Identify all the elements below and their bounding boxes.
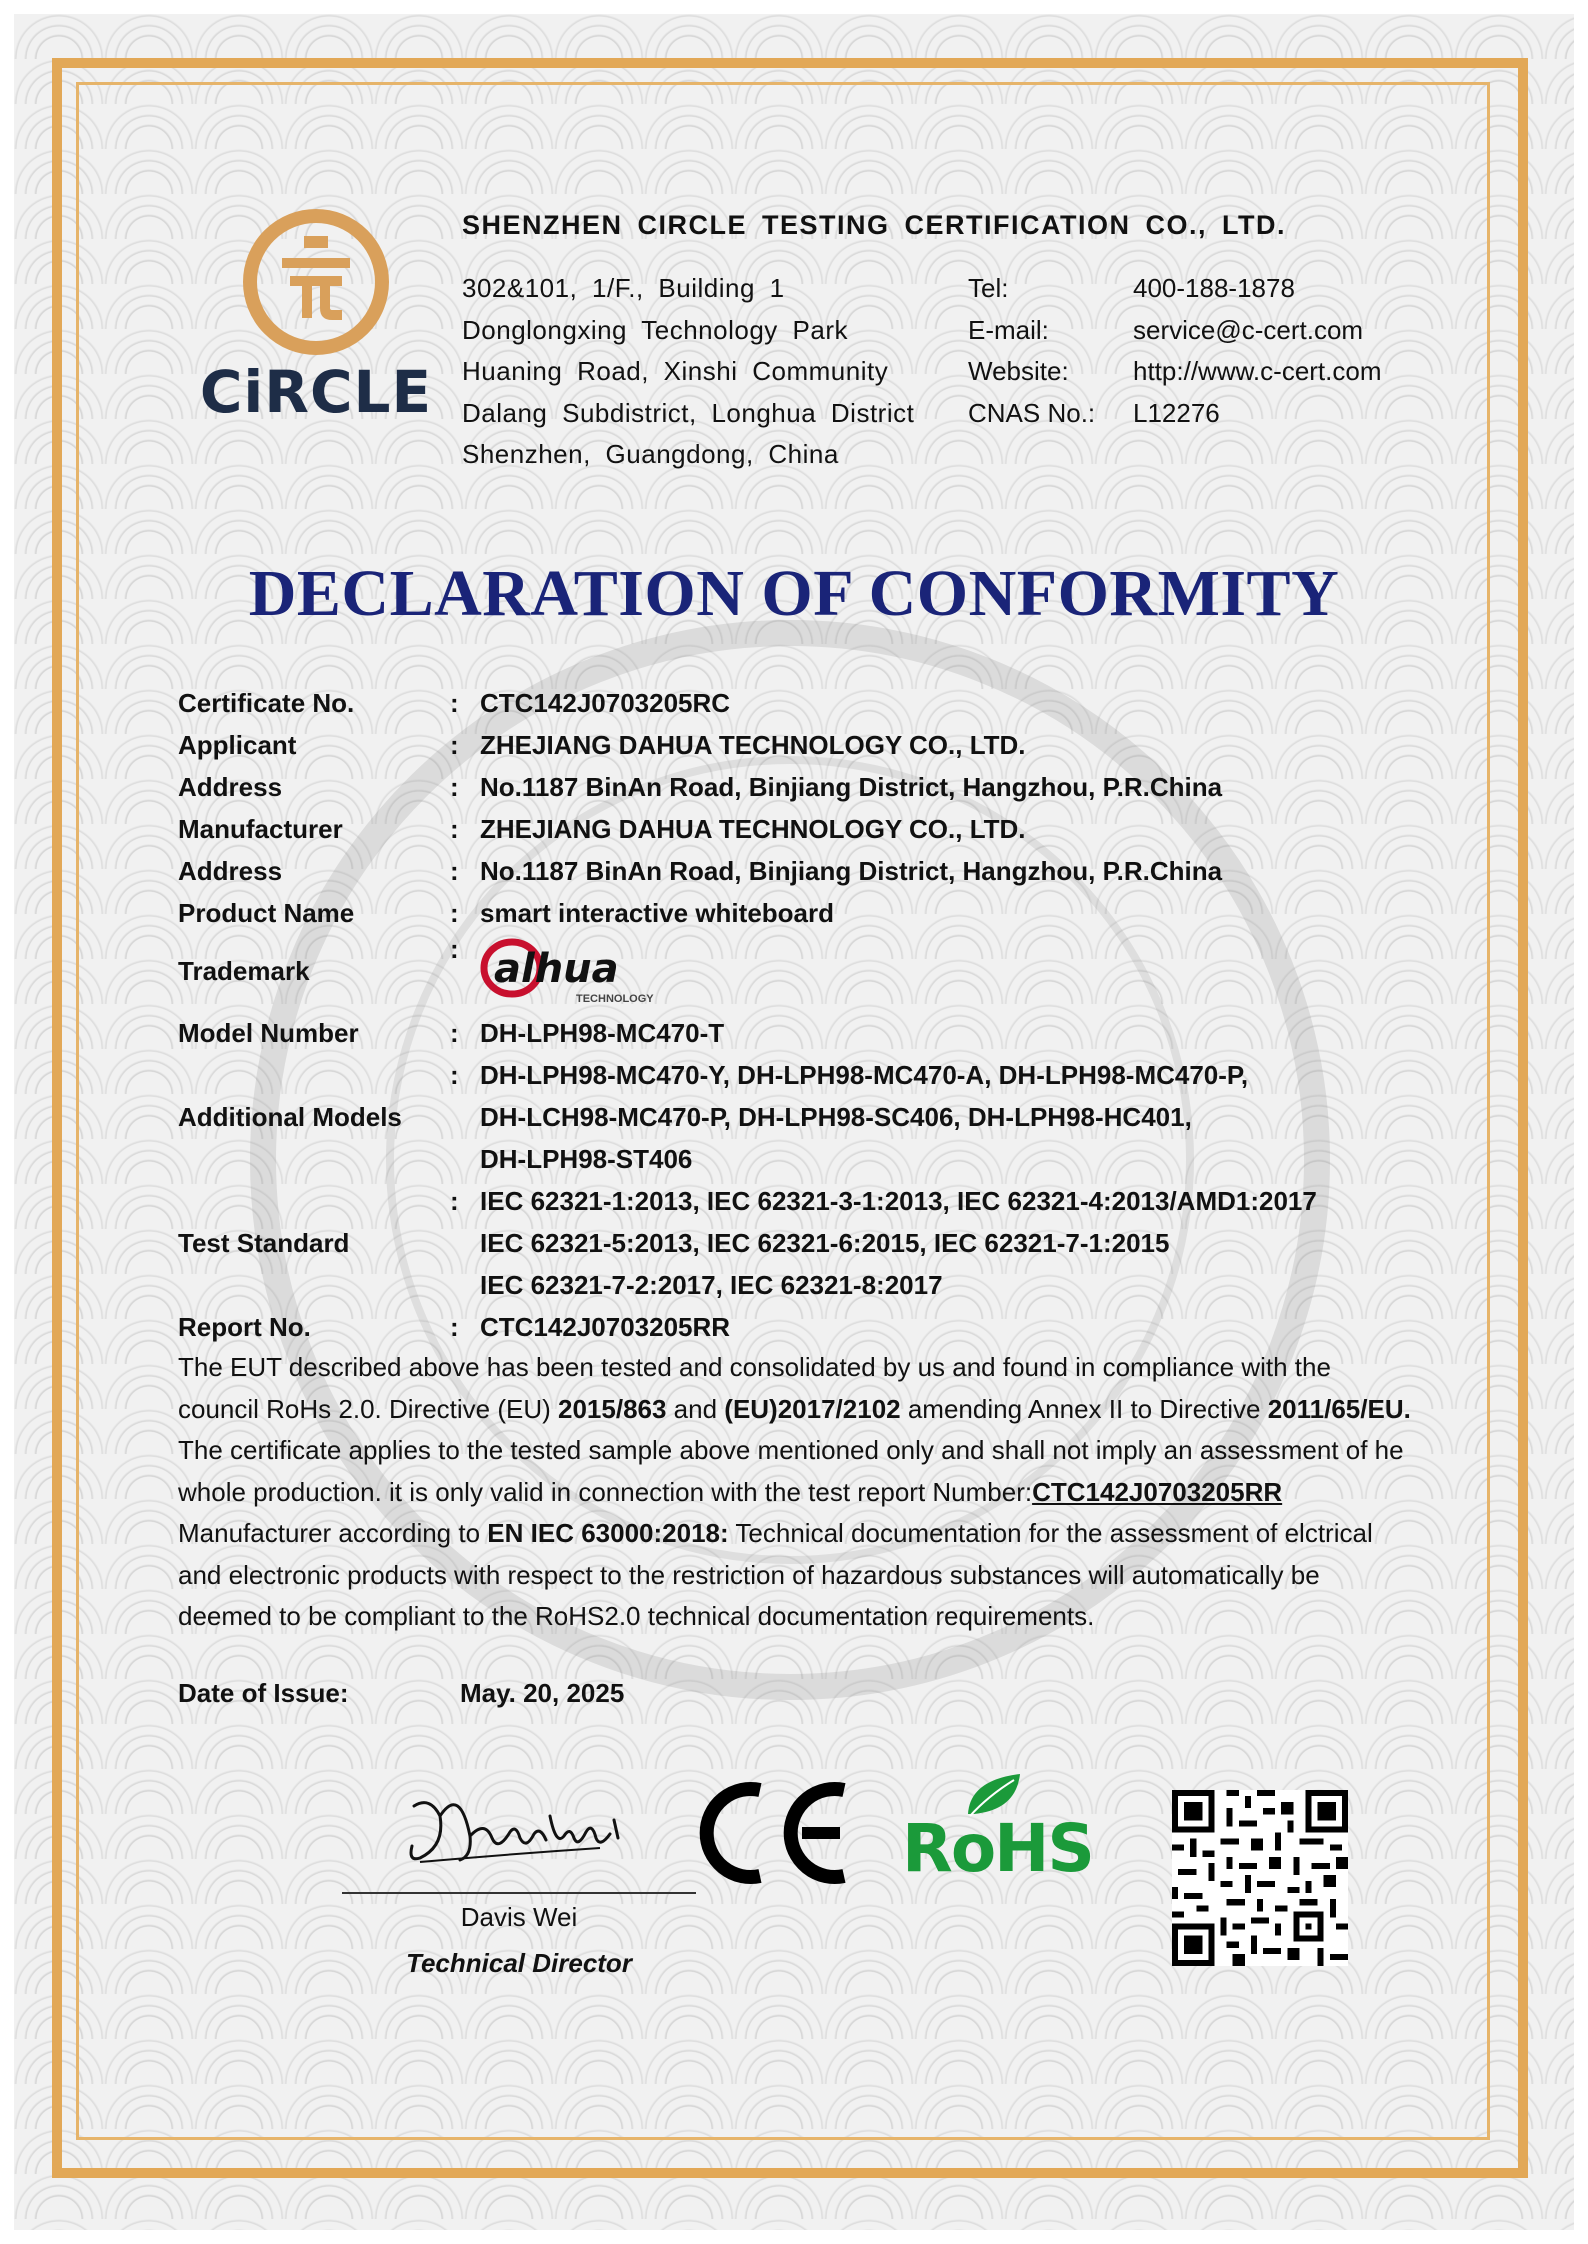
contact-email xyxy=(968,310,1382,352)
circle-logo xyxy=(196,208,436,428)
signature-line xyxy=(342,1892,696,1894)
field-label: Address xyxy=(178,856,283,886)
contact-tel xyxy=(968,268,1382,310)
field-label: Address xyxy=(178,772,283,802)
contact-label: E-mail: xyxy=(968,314,1049,345)
qr-code-icon[interactable] xyxy=(1172,1790,1348,1966)
field-colon: : xyxy=(450,898,459,928)
trademark-logo-subtext: TECHNOLOGY xyxy=(576,993,654,1005)
field-label: Manufacturer xyxy=(178,814,343,844)
field-label: Certificate No. xyxy=(178,688,355,718)
field-colon: : xyxy=(450,688,459,718)
field-colon: : xyxy=(450,1018,459,1048)
field-value: ZHEJIANG DAHUA TECHNOLOGY CO., LTD. xyxy=(480,814,1026,844)
field-colon: : xyxy=(450,1312,459,1342)
date-of-issue-label: Date of Issue: xyxy=(178,1678,349,1708)
field-value: IEC 62321-5:2013, IEC 62321-6:2015, IEC 62321-7-1:2015 xyxy=(480,1228,1170,1258)
contact-website xyxy=(968,351,1382,393)
contact-label: Tel: xyxy=(968,273,1009,303)
issuer-name: SHENZHEN CIRCLE TESTING CERTIFICATION CO., LTD. xyxy=(462,210,1286,240)
rohs-text: RoHS xyxy=(902,1810,1093,1887)
field-value: DH-LPH98-ST406 xyxy=(480,1144,693,1174)
statement-text: Manufacturer according to xyxy=(178,1518,488,1548)
rohs-mark xyxy=(902,1770,1102,1890)
address-line: Donglongxing Technology Park xyxy=(462,314,848,345)
field-colon: : xyxy=(450,1186,459,1216)
field-label: Trademark xyxy=(178,956,310,986)
contact-cnas xyxy=(968,393,1382,435)
field-value: DH-LPH98-MC470-Y, DH-LPH98-MC470-A, DH-LPH98-MC470-P, xyxy=(480,1060,1249,1090)
statement-bold: 2011/65/EU. xyxy=(1267,1393,1411,1424)
field-value: ZHEJIANG DAHUA TECHNOLOGY CO., LTD. xyxy=(480,730,1026,760)
compliance-statement xyxy=(178,1347,1418,1638)
field-colon: : xyxy=(450,730,459,760)
address-line: Shenzhen, Guangdong, China xyxy=(462,439,839,469)
address-line: Dalang Subdistrict, Longhua District xyxy=(462,397,915,428)
field-value: IEC 62321-7-2:2017, IEC 62321-8:2017 xyxy=(480,1270,943,1300)
dahua-trademark-logo xyxy=(480,938,710,1006)
statement-bold: (EU)2017/2102 xyxy=(724,1393,901,1424)
statement-paragraph-2 xyxy=(178,1513,1418,1638)
field-value: CTC142J0703205RC xyxy=(480,688,731,718)
statement-text: The certificate applies to the tested sample above mentioned only and shall not imply an assessment of he whole production. it is only valid in connection with the test report Number: xyxy=(178,1435,1404,1507)
field-label: Applicant xyxy=(178,730,297,760)
contact-value: 400-188-1878 xyxy=(1133,273,1295,303)
ce-mark-icon xyxy=(694,1778,854,1888)
report-number-link: CTC142J0703205RR xyxy=(1032,1476,1283,1507)
contact-value[interactable]: service@c-cert.com xyxy=(1133,314,1364,345)
field-value: DH-LCH98-MC470-P, DH-LPH98-SC406, DH-LPH98-HC401, xyxy=(480,1102,1192,1132)
statement-text: amending Annex II to Directive xyxy=(900,1393,1268,1424)
statement-paragraph-1 xyxy=(178,1347,1418,1513)
field-colon: : xyxy=(450,934,459,964)
issuer-contacts xyxy=(968,268,1382,434)
signatory-name: Davis Wei xyxy=(460,1902,578,1932)
field-label: Product Name xyxy=(178,898,355,928)
field-label: Test Standard xyxy=(178,1228,350,1258)
field-colon: : xyxy=(450,772,459,802)
statement-text: and xyxy=(666,1393,725,1424)
field-value: smart interactive whiteboard xyxy=(480,898,834,928)
trademark-logo-text: alhua xyxy=(494,946,619,992)
field-colon: : xyxy=(450,814,459,844)
statement-bold: EN IEC 63000:2018: xyxy=(487,1518,729,1548)
field-label: Report No. xyxy=(178,1312,311,1342)
field-label: Model Number xyxy=(178,1018,359,1048)
signatory-title: Technical Director xyxy=(406,1948,632,1978)
document-title: DECLARATION OF CONFORMITY xyxy=(248,557,1340,630)
signature-image xyxy=(400,1776,640,1886)
field-value: IEC 62321-1:2013, IEC 62321-3-1:2013, IEC 62321-4:2013/AMD1:2017 xyxy=(480,1186,1317,1216)
address-line: 302&101, 1/F., Building 1 xyxy=(462,273,785,303)
issuer-address xyxy=(462,268,914,476)
field-colon: : xyxy=(450,1060,459,1090)
contact-label: Website: xyxy=(968,356,1069,386)
contact-value: L12276 xyxy=(1133,397,1220,428)
statement-text: Technical documentation for the assessment of elctrical and electronic products with respect to the restriction of hazardous substances will automatically be deemed to be compliant to the RoHS2.0 technical documentation requirements. xyxy=(178,1518,1373,1631)
contact-label: CNAS No.: xyxy=(968,397,1096,428)
date-of-issue-value: May. 20, 2025 xyxy=(460,1678,625,1708)
statement-bold: 2015/863 xyxy=(558,1393,667,1424)
field-value: No.1187 BinAn Road, Binjiang District, Hangzhou, P.R.China xyxy=(480,772,1223,802)
contact-value[interactable]: http://www.c-cert.com xyxy=(1133,356,1382,386)
field-colon: : xyxy=(450,856,459,886)
field-value: No.1187 BinAn Road, Binjiang District, Hangzhou, P.R.China xyxy=(480,856,1223,886)
field-value: CTC142J0703205RR xyxy=(480,1312,731,1342)
field-label: Additional Models xyxy=(178,1102,402,1132)
circle-logo-mark-icon xyxy=(242,208,390,356)
statement-text: The EUT described above has been tested and consolidated by us and found in compliance with the council RoHs 2.0. Directive (EU) xyxy=(178,1352,1331,1424)
logo-wordmark: CiRCLE xyxy=(199,358,433,426)
address-line: Huaning Road, Xinshi Community xyxy=(462,356,889,386)
field-value: DH-LPH98-MC470-T xyxy=(480,1018,725,1048)
